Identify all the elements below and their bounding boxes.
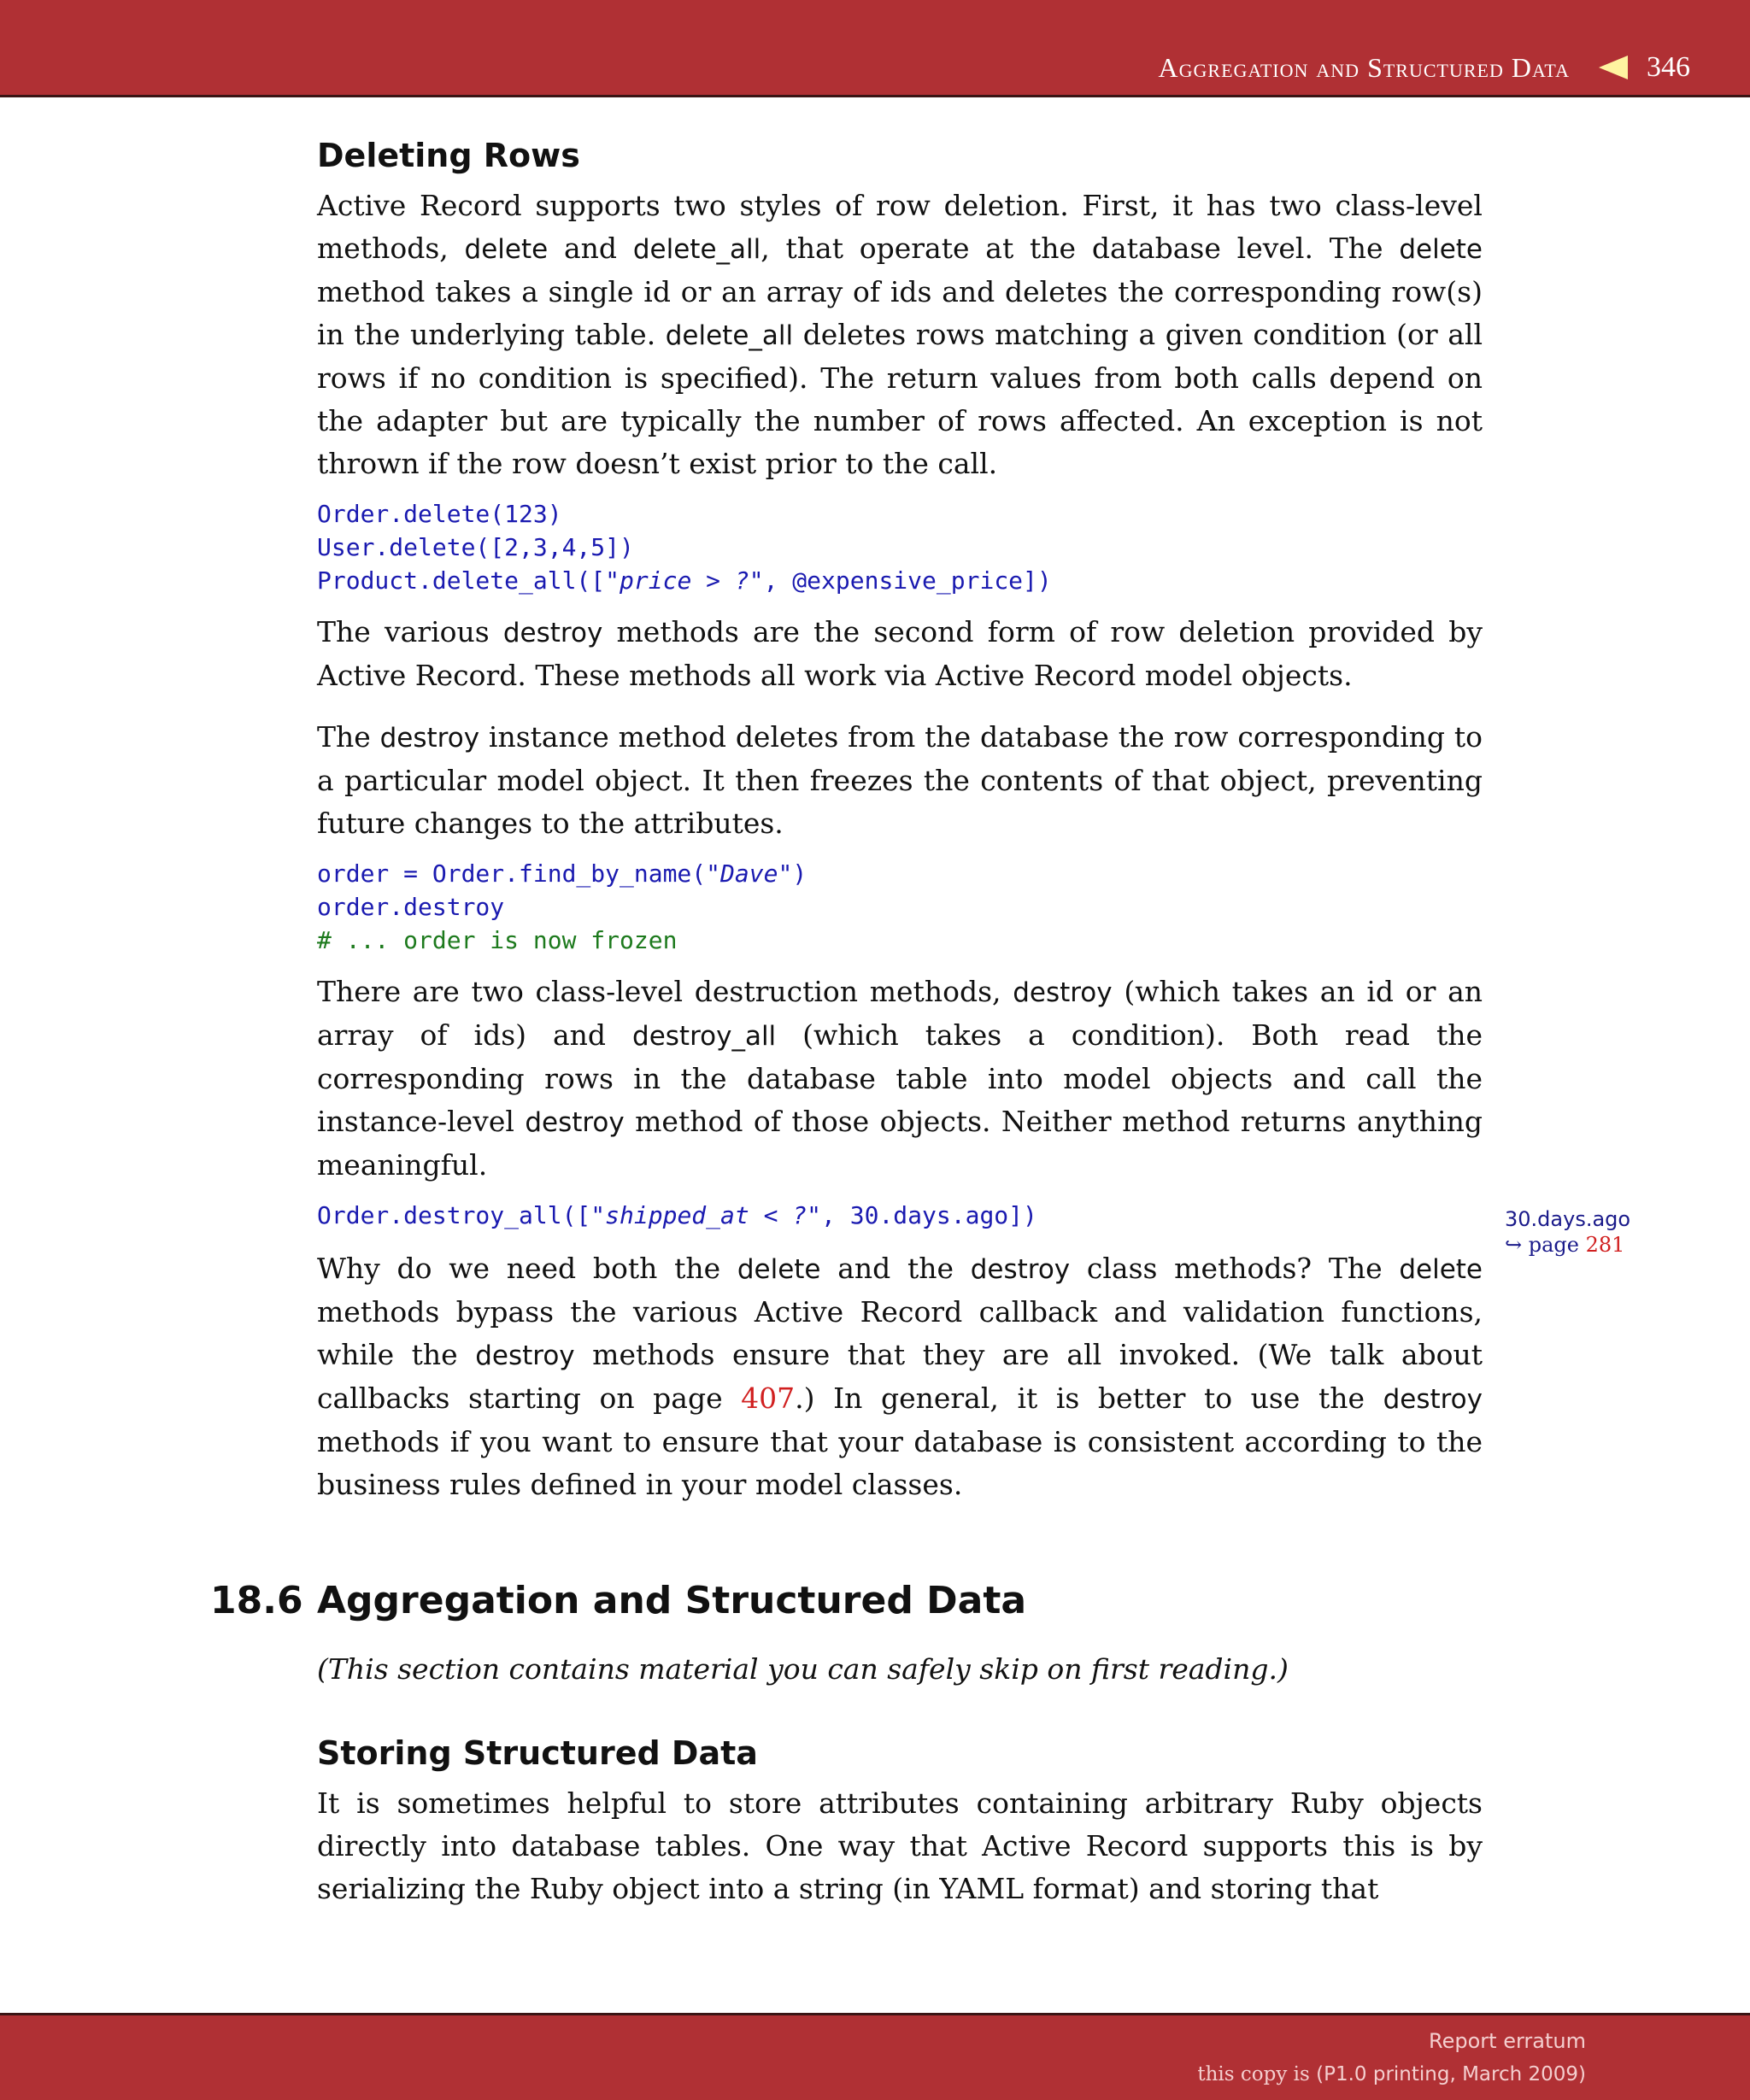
margin-note-ref[interactable]: ↪ page 281 — [1505, 1233, 1625, 1257]
code-line: Order.destroy_all(["shipped_at < ?", 30.days.ago]) — [317, 1200, 1037, 1229]
paragraph: The destroy instance method deletes from the database the row corresponding to a particular model object. It then freezes the contents of that object, preventing future changes to the attributes. — [317, 719, 1483, 840]
paragraph: Why do we need both the delete and the destroy class methods? The delete methods bypass the various Active Record callback and validation functions, while the destroy methods ensure that they are all invoked. (We talk about callbacks starting on page 407.) In general, it is better to use the destroy methods if you want to ensure that your database is consistent according to the business rules defined in your model classes. — [317, 1251, 1483, 1501]
footer-band — [0, 2013, 1750, 2100]
code-line: order.destroy — [317, 892, 505, 921]
running-title: Aggregation and Structured Data — [1158, 51, 1570, 83]
inline-code: destroy — [502, 617, 603, 648]
margin-note-code: 30.days.ago — [1505, 1207, 1631, 1231]
code-block — [317, 1199, 1483, 1232]
running-head — [1159, 51, 1690, 84]
margin-note — [1505, 1206, 1676, 1258]
inline-code: destroy — [1013, 977, 1113, 1008]
code-comment: # ... order is now frozen — [317, 925, 678, 954]
structured-content — [317, 1734, 1483, 1910]
page-number: 346 — [1647, 51, 1690, 83]
inline-code: delete — [464, 233, 549, 265]
hook-arrow-icon: ↪ — [1505, 1233, 1523, 1257]
subheading-deleting-rows: Deleting Rows — [317, 137, 580, 174]
inline-code: delete — [1399, 233, 1483, 265]
inline-code: destroy_all — [632, 1020, 777, 1052]
report-erratum-link[interactable]: Report erratum — [1429, 2029, 1586, 2053]
section-heading — [210, 1579, 1492, 1622]
code-line: order = Order.find_by_name("Dave") — [317, 859, 807, 888]
inline-code: destroy — [475, 1340, 575, 1371]
paragraph: There are two class-level destruction methods, destroy (which takes an id or an array of ids) and destroy_all (which takes a condition). Both read the corresponding rows in the database table into model objects and call the instance-level destroy method of those objects. Neither method returns anything meaningful. — [317, 974, 1483, 1182]
copy-info: this copy is (P1.0 printing, March 2009) — [1197, 2063, 1586, 2085]
paragraph: It is sometimes helpful to store attributes containing arbitrary Ruby objects directly into database tables. One way that Active Record supports this is by serializing the Ruby object into a string (in YAML format) and storing that — [317, 1786, 1483, 1905]
inline-code: delete_all — [632, 233, 761, 265]
section-number: 18.6 — [210, 1579, 303, 1622]
page-reference-link[interactable]: 407 — [741, 1381, 796, 1415]
inline-code: delete — [737, 1253, 821, 1285]
section-title: Aggregation and Structured Data — [317, 1579, 1027, 1622]
paragraph: The various destroy methods are the second form of row deletion provided by Active Record. These methods all work via Active Record model objects. — [317, 614, 1483, 692]
section-note: (This section contains material you can safely skip on first reading.) — [317, 1652, 1289, 1686]
code-block — [317, 497, 1483, 597]
code-line: Product.delete_all(["price > ?", @expensive_price]) — [317, 566, 1052, 595]
code-line: User.delete([2,3,4,5]) — [317, 532, 634, 561]
inline-code: delete_all — [665, 320, 794, 351]
header-band — [0, 0, 1750, 97]
main-content — [317, 137, 1483, 1506]
inline-code: destroy — [525, 1106, 625, 1138]
back-arrow-icon[interactable] — [1599, 56, 1628, 79]
code-block — [317, 857, 1483, 957]
code-line: Order.delete(123) — [317, 499, 562, 528]
inline-code: destroy — [379, 722, 480, 754]
inline-code: destroy — [970, 1253, 1071, 1285]
margin-page-link[interactable]: 281 — [1585, 1233, 1625, 1257]
paragraph: Active Record supports two styles of row deletion. First, it has two class-level methods, delete and delete_all, that operate at the database level. The delete method takes a single id or an array of ids and deletes the corresponding row(s) in the underlying table. delete_all deletes rows matching a given condition (or all rows if no condition is specified). The return values from both calls depend on the adapter but are typically the number of rows affected. An exception is not thrown if the row doesn’t exist prior to the call. — [317, 188, 1483, 480]
subheading-structured-data: Storing Structured Data — [317, 1734, 758, 1772]
inline-code: destroy — [1383, 1383, 1483, 1415]
inline-code: delete — [1399, 1253, 1483, 1285]
